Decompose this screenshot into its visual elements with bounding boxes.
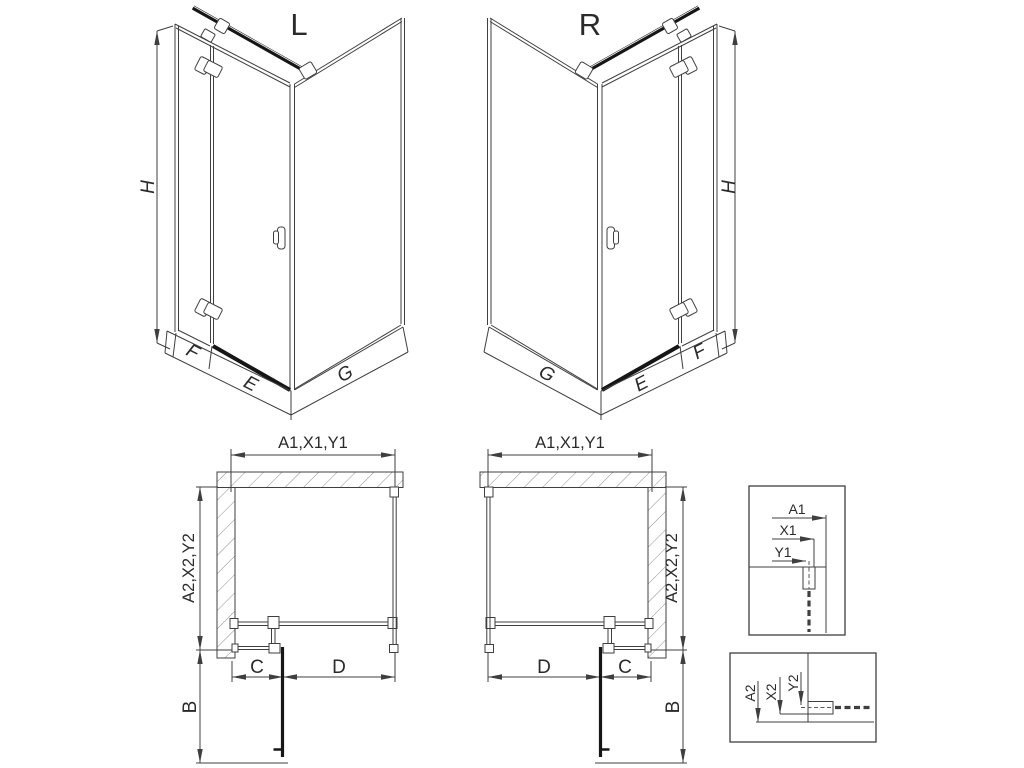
plan-right-door-label: D xyxy=(537,657,551,678)
detail-box-width xyxy=(749,486,845,635)
plan-right-depth-label: A2,X2,Y2 xyxy=(663,533,681,603)
iso-left-height-label: H xyxy=(138,180,159,194)
wall-top xyxy=(217,472,403,488)
plan-left-open-label: B xyxy=(180,700,201,714)
plan-view-right xyxy=(480,434,687,763)
detail-depth-glass-label: Y2 xyxy=(785,674,801,692)
plan-right-open-label: B xyxy=(663,700,684,714)
plan-right-width-label: A1,X1,Y1 xyxy=(535,434,605,452)
iso-right-side-label: G xyxy=(535,361,559,387)
iso-right-fixed-label: F xyxy=(689,340,710,365)
wall-left xyxy=(217,488,235,659)
iso-right-variant-label: R xyxy=(578,7,602,42)
plan-right-fixed-label: C xyxy=(618,657,632,678)
detail-width-total-label: A1 xyxy=(788,501,806,517)
plan-view-left xyxy=(180,434,403,763)
iso-left-fixed-label: F xyxy=(182,340,203,365)
wall-top xyxy=(480,472,666,488)
detail-width-profile-label: X1 xyxy=(779,522,797,538)
iso-right-door-label: E xyxy=(631,371,652,397)
iso-view-right xyxy=(484,6,740,420)
detail-box-depth xyxy=(730,653,876,742)
plan-left-depth-label: A2,X2,Y2 xyxy=(180,533,198,603)
detail-depth-profile-label: X2 xyxy=(763,683,779,701)
iso-left-side-label: G xyxy=(333,361,357,387)
detail-depth-total-label: A2 xyxy=(742,684,758,702)
plan-left-fixed-label: C xyxy=(250,657,264,678)
plan-left-width-label: A1,X1,Y1 xyxy=(278,434,348,452)
iso-view-left xyxy=(138,6,408,420)
plan-left-door-label: D xyxy=(332,657,346,678)
iso-left-variant-label: L xyxy=(290,7,308,42)
detail-width-glass-label: Y1 xyxy=(774,544,792,560)
iso-left-door-label: E xyxy=(240,371,261,397)
iso-right-height-label: H xyxy=(719,180,740,194)
